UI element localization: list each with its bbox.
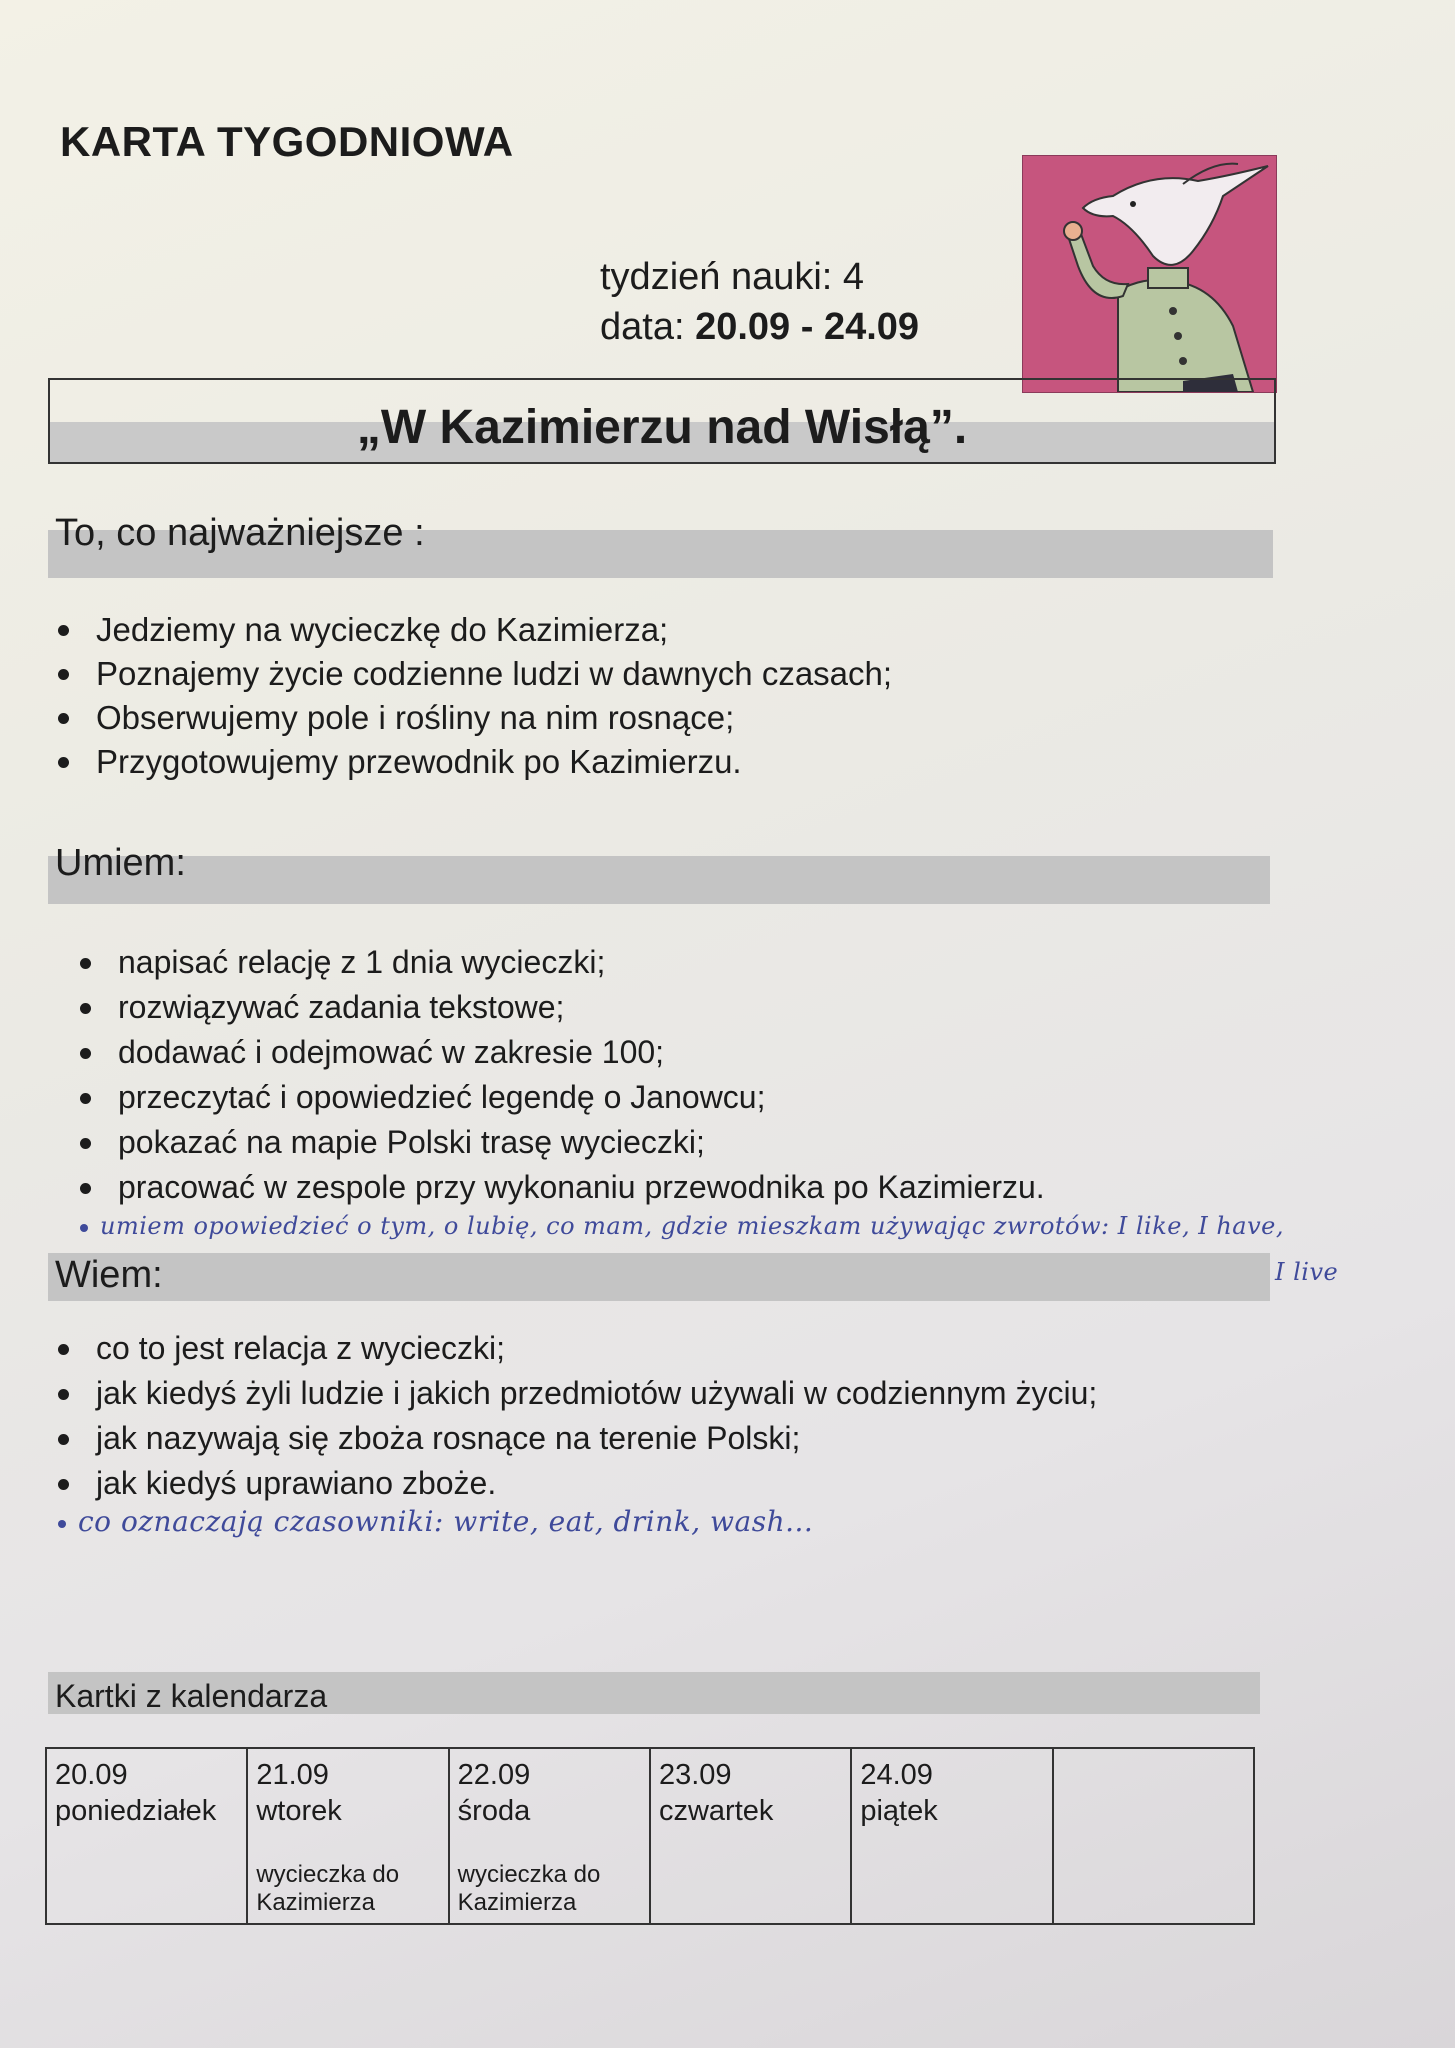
calendar-table	[45, 1747, 1255, 1925]
calendar-cell	[1053, 1748, 1254, 1924]
list-item: Poznajemy życie codzienne ludzi w dawnych czasach;	[58, 652, 892, 696]
document-title: KARTA TYGODNIOWA	[60, 118, 514, 165]
week-info	[600, 252, 919, 352]
list-item: co to jest relacja z wycieczki;	[58, 1326, 1097, 1371]
goat-figure-illustration-icon	[1022, 155, 1277, 393]
list-item: dodawać i odejmować w zakresie 100;	[80, 1030, 1045, 1075]
list-item: przeczytać i opowiedzieć legendę o Janowcu;	[80, 1075, 1045, 1120]
table-row	[46, 1748, 1254, 1924]
list-najwazniejsze	[58, 608, 892, 784]
main-title: „W Kazimierzu nad Wisłą”.	[356, 401, 968, 454]
list-item: Obserwujemy pole i rośliny na nim rosnące;	[58, 696, 892, 740]
handwritten-bullet	[80, 1224, 88, 1232]
section-heading-kalendarz: Kartki z kalendarza	[55, 1678, 328, 1714]
calendar-cell: 22.09 środa wycieczka do Kazimierza	[449, 1748, 650, 1924]
section-heading-wiem: Wiem:	[55, 1254, 163, 1296]
section-heading-umiem: Umiem:	[55, 842, 186, 884]
list-item: pokazać na mapie Polski trasę wycieczki;	[80, 1120, 1045, 1165]
list-wiem	[58, 1326, 1097, 1506]
calendar-cell: 21.09 wtorek wycieczka do Kazimierza	[247, 1748, 448, 1924]
calendar-cell: 20.09 poniedziałek	[46, 1748, 247, 1924]
calendar-cell: 23.09 czwartek	[650, 1748, 851, 1924]
handwritten-note-wiem: co oznaczają czasowniki: write, eat, drink, wash...	[58, 1505, 813, 1538]
list-item: pracować w zespole przy wykonaniu przewodnika po Kazimierzu.	[80, 1165, 1045, 1210]
handwritten-note-umiem: umiem opowiedzieć o tym, o lubię, co mam, gdzie mieszkam używając zwrotów: I like, I have,	[80, 1212, 1284, 1240]
handwritten-note-umiem-continued: I live	[1275, 1258, 1339, 1286]
list-item: jak nazywają się zboża rosnące na terenie Polski;	[58, 1416, 1097, 1461]
week-number: tydzień nauki: 4	[600, 256, 865, 298]
date-range: data: 20.09 - 24.09	[600, 306, 920, 348]
list-item: napisać relację z 1 dnia wycieczki;	[80, 940, 1045, 985]
section-heading-najwazniejsze: To, co najważniejsze :	[55, 512, 425, 554]
list-item: Przygotowujemy przewodnik po Kazimierzu.	[58, 740, 892, 784]
section-bar-wiem	[48, 1253, 1270, 1301]
main-title-box	[48, 378, 1276, 464]
list-item: rozwiązywać zadania tekstowe;	[80, 985, 1045, 1030]
list-item: jak kiedyś uprawiano zboże.	[58, 1461, 1097, 1506]
list-item: jak kiedyś żyli ludzie i jakich przedmiotów używali w codziennym życiu;	[58, 1371, 1097, 1416]
list-item: Jedziemy na wycieczkę do Kazimierza;	[58, 608, 892, 652]
list-umiem	[80, 940, 1045, 1210]
handwritten-bullet	[58, 1520, 66, 1528]
calendar-cell: 24.09 piątek	[851, 1748, 1052, 1924]
section-bar-umiem	[48, 856, 1270, 904]
